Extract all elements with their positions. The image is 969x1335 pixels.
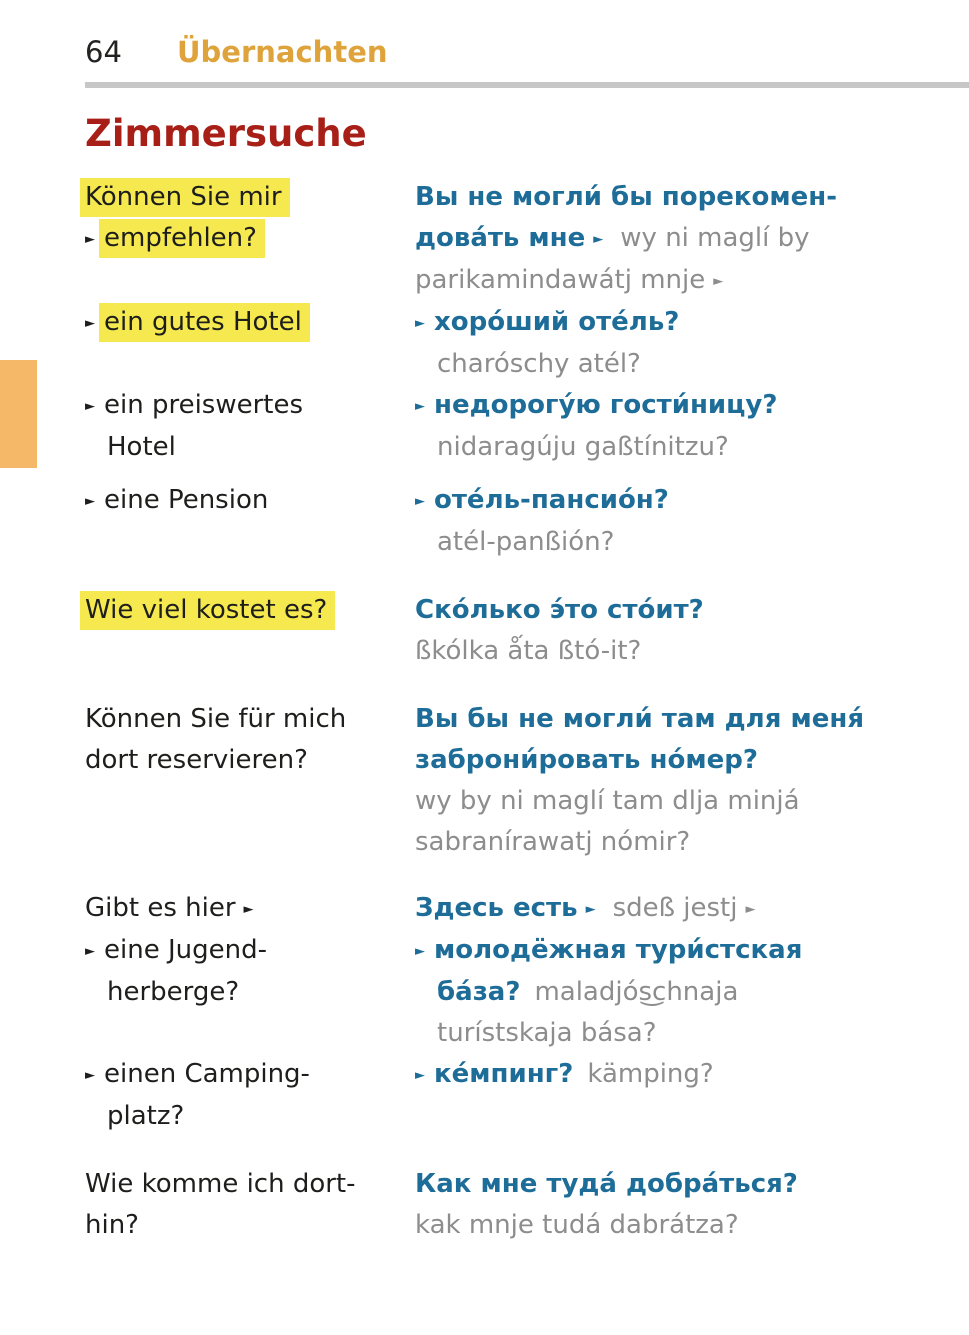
german-text: Gibt es hier: [85, 893, 236, 923]
chapter-tab: [0, 360, 37, 468]
phrase-line: [85, 480, 415, 522]
page-header: [85, 36, 939, 68]
german-text: herberge?: [107, 977, 240, 1007]
phrase-line: [415, 260, 939, 302]
phrase-line: [415, 740, 939, 781]
russian-column: [415, 1164, 939, 1246]
russian-column: [415, 930, 939, 1054]
german-column: [85, 177, 415, 302]
bullet-arrow-icon: ►: [415, 1068, 425, 1083]
german-text: hin?: [85, 1210, 139, 1240]
header-rule: [85, 82, 969, 88]
russian-column: [415, 480, 939, 563]
bullet-arrow-icon: ►: [85, 316, 95, 331]
phrase-row: [85, 699, 939, 863]
german-text: einen Camping-: [104, 1059, 310, 1089]
phrase-line: [85, 1054, 415, 1096]
russian-column: [415, 177, 939, 302]
phrase-line: [415, 822, 939, 863]
russian-column: [415, 590, 939, 672]
phrase-line: [415, 385, 939, 427]
phrase-line: [415, 1054, 939, 1096]
german-column: [85, 385, 415, 468]
german-column: [85, 930, 415, 1054]
bullet-arrow-icon: ►: [85, 1068, 95, 1083]
transliteration-text: nidaragúju gaßtínitzu?: [437, 432, 729, 462]
phrase-line: [415, 930, 939, 972]
german-column: [85, 590, 415, 672]
german-column: [85, 302, 415, 385]
phrase-line: [415, 972, 939, 1013]
bullet-arrow-icon: ►: [713, 274, 724, 289]
german-text-highlighted: Können Sie mir: [80, 178, 290, 217]
phrase-line: [415, 480, 939, 522]
phrase-line: [415, 344, 939, 385]
phrase-line: [85, 218, 415, 260]
phrase-row: [85, 1054, 939, 1137]
phrase-line: [415, 1013, 939, 1054]
russian-text: дова́ть мне: [415, 223, 586, 253]
phrase-row: [85, 385, 939, 468]
russian-text: ке́мпинг?: [434, 1059, 574, 1089]
phrase-line: [85, 1096, 415, 1137]
russian-text: ба́за?: [437, 977, 521, 1007]
russian-column: [415, 1054, 939, 1137]
page-number: 64: [85, 35, 122, 69]
bullet-arrow-icon: ►: [745, 902, 756, 917]
german-text: platz?: [107, 1101, 185, 1131]
russian-text: молодёжная тури́стская: [434, 935, 803, 965]
transliteration-text: maladjós͜chnaja: [534, 977, 739, 1007]
german-text-highlighted: empfehlen?: [99, 219, 265, 258]
transliteration-text: turístskaja bása?: [437, 1018, 657, 1048]
phrase-row: [85, 590, 939, 672]
russian-text: хоро́ший оте́ль?: [434, 307, 680, 337]
phrase-line: [415, 427, 939, 468]
phrase-row: [85, 930, 939, 1054]
phrase-line: [85, 302, 415, 344]
phrase-line: [415, 218, 939, 260]
chapter-title: Übernachten: [177, 35, 388, 69]
bullet-arrow-icon: ►: [585, 902, 596, 917]
russian-text: недорогу́ю гости́ницу?: [434, 390, 778, 420]
transliteration-text: sabranírawatj nómir?: [415, 827, 691, 857]
phrase-list: [85, 177, 939, 1246]
transliteration-text: kämping?: [587, 1059, 714, 1089]
phrase-line: [85, 740, 415, 781]
phrase-line: [415, 177, 939, 218]
phrase-row: [85, 177, 939, 302]
german-column: [85, 1164, 415, 1246]
german-text: eine Pension: [104, 485, 269, 515]
bullet-arrow-icon: ►: [415, 944, 425, 959]
russian-text: Вы бы не могли́ там для меня́: [415, 704, 865, 734]
phrase-line: [85, 699, 415, 740]
phrase-line: [85, 930, 415, 972]
german-text: eine Jugend-: [104, 935, 267, 965]
section-title: Zimmersuche: [85, 112, 367, 155]
bullet-arrow-icon: ►: [415, 399, 425, 414]
german-text: dort reservieren?: [85, 745, 308, 775]
transliteration-text: parikamindawátj mnje: [415, 265, 706, 295]
russian-text: Вы не могли́ бы порекомен-: [415, 182, 837, 212]
bullet-arrow-icon: ►: [85, 494, 95, 509]
transliteration-text: ßkólka ǻta ßtó-it?: [415, 636, 642, 666]
phrase-row: [85, 888, 939, 930]
phrase-line: [85, 1205, 415, 1246]
russian-column: [415, 888, 939, 930]
russian-text: Здесь есть: [415, 893, 578, 923]
phrase-line: [85, 427, 415, 468]
transliteration-text: sdeß jestj: [612, 893, 738, 923]
phrase-line: [85, 888, 415, 930]
phrase-line: [415, 781, 939, 822]
german-column: [85, 480, 415, 563]
bullet-arrow-icon: ►: [85, 399, 95, 414]
phrase-line: [415, 302, 939, 344]
transliteration-text: atél-panßión?: [437, 527, 615, 557]
bullet-arrow-icon: ►: [415, 316, 425, 331]
phrase-line: [85, 385, 415, 427]
russian-column: [415, 699, 939, 863]
phrase-line: [415, 1205, 939, 1246]
phrase-row: [85, 1164, 939, 1246]
phrase-line: [85, 590, 415, 631]
bullet-arrow-icon: ►: [415, 494, 425, 509]
phrase-line: [415, 522, 939, 563]
phrase-row: [85, 302, 939, 385]
russian-text: оте́ль-пансио́н?: [434, 485, 669, 515]
german-text: Können Sie für mich: [85, 704, 347, 734]
bullet-arrow-icon: ►: [243, 902, 254, 917]
bullet-arrow-icon: ►: [85, 944, 95, 959]
german-text: Wie komme ich dort-: [85, 1169, 356, 1199]
phrase-line: [415, 699, 939, 740]
german-column: [85, 888, 415, 930]
german-column: [85, 1054, 415, 1137]
russian-column: [415, 302, 939, 385]
phrase-line: [415, 631, 939, 672]
russian-text: заброни́ровать но́мер?: [415, 745, 758, 775]
german-text-highlighted: ein gutes Hotel: [99, 303, 310, 342]
transliteration-text: kak mnje tudá dabrátza?: [415, 1210, 739, 1240]
phrase-line: [85, 1164, 415, 1205]
phrase-line: [85, 177, 415, 218]
transliteration-text: wy ni maglí by: [620, 223, 810, 253]
phrase-line: [415, 888, 939, 930]
phrase-line: [415, 590, 939, 631]
russian-text: Ско́лько э́то сто́ит?: [415, 595, 704, 625]
russian-text: Как мне туда́ добра́ться?: [415, 1169, 798, 1199]
transliteration-text: wy by ni maglí tam dlja minjá: [415, 786, 800, 816]
bullet-arrow-icon: ►: [85, 232, 95, 247]
transliteration-text: charóschy atél?: [437, 349, 641, 379]
bullet-arrow-icon: ►: [593, 232, 604, 247]
phrase-row: [85, 480, 939, 563]
german-text-highlighted: Wie viel kostet es?: [80, 591, 335, 630]
phrase-line: [415, 1164, 939, 1205]
german-text: ein preiswertes: [104, 390, 304, 420]
german-column: [85, 699, 415, 863]
phrase-line: [85, 972, 415, 1013]
german-text: Hotel: [107, 432, 176, 462]
russian-column: [415, 385, 939, 468]
